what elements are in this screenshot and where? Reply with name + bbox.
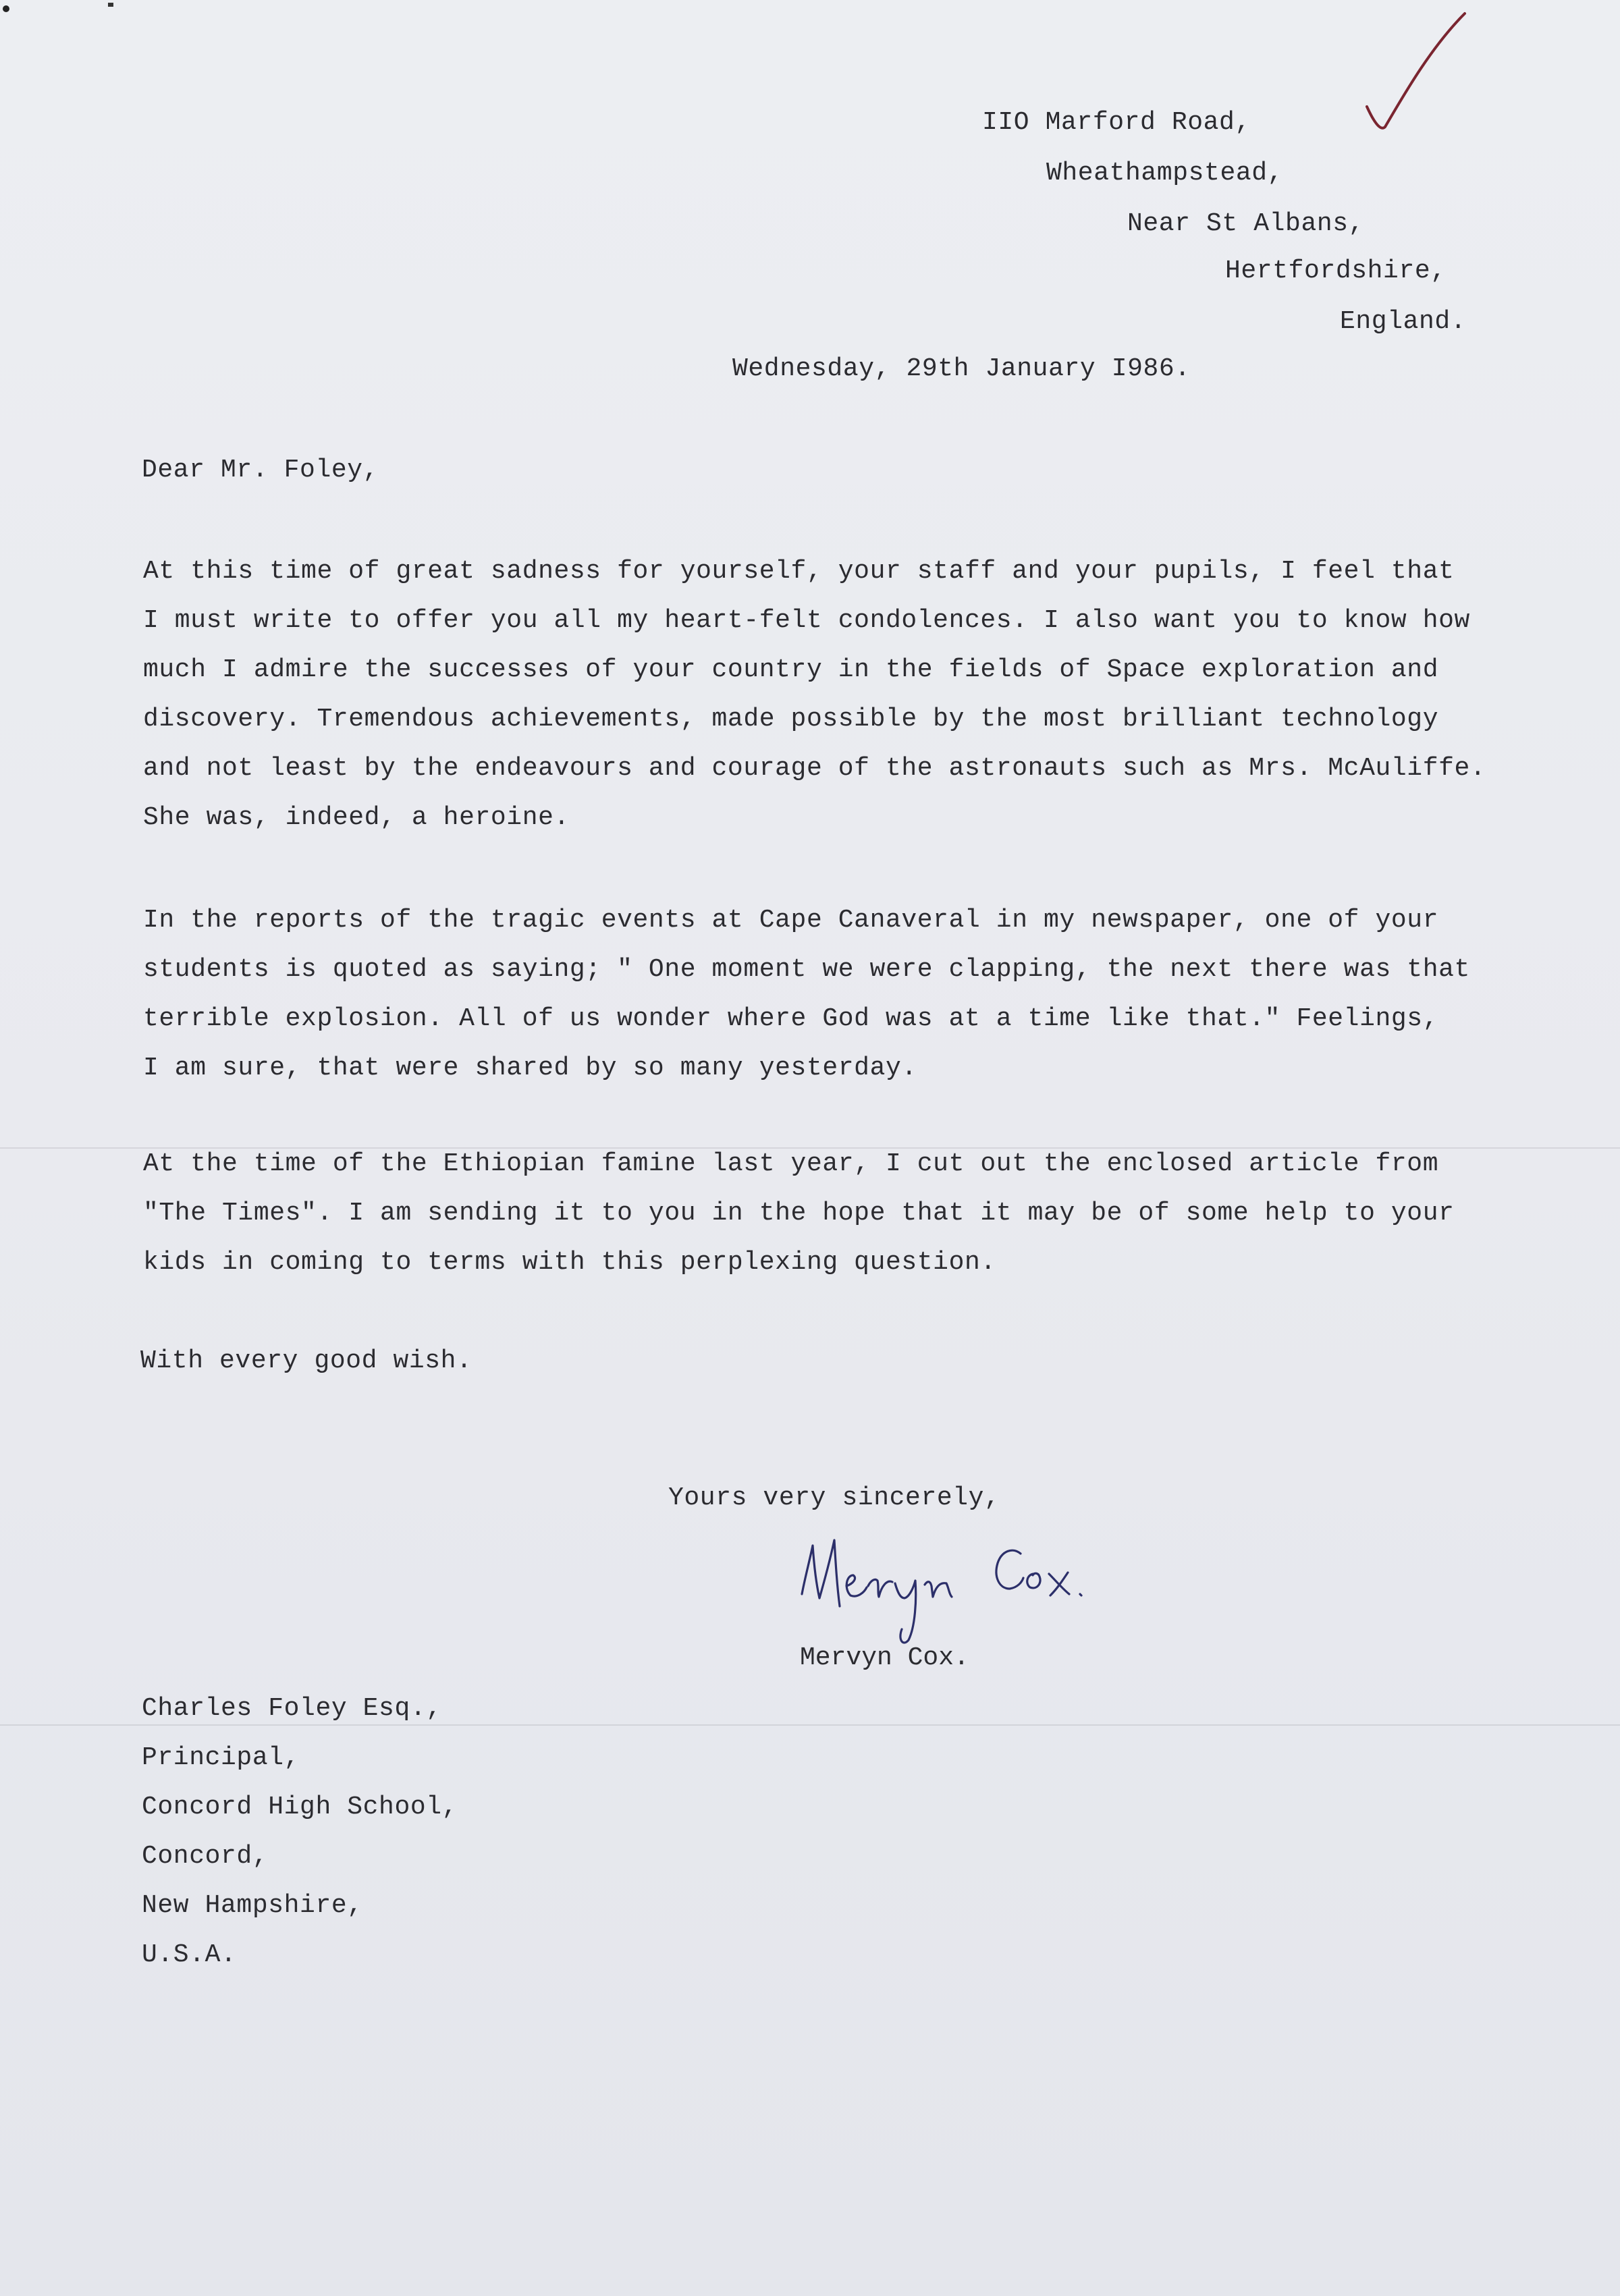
body-line: "The Times". I am sending it to you in the hope that it may be of some help to your (143, 1199, 1455, 1228)
recipient-line: Principal, (142, 1743, 300, 1772)
body-line: In the reports of the tragic events at Cape Canaveral in my newspaper, one of your (143, 906, 1439, 935)
fold-line (0, 1147, 1620, 1149)
body-line: and not least by the endeavours and courage of the astronauts such as Mrs. McAuliffe. (143, 754, 1486, 783)
body-line: I must write to offer you all my heart-felt condolences. I also want you to know how (143, 606, 1470, 635)
body-line: I am sure, that were shared by so many yesterday. (143, 1054, 917, 1083)
closing-wish: With every good wish. (140, 1346, 473, 1375)
recipient-line: Concord High School, (142, 1793, 458, 1822)
check-mark-icon (1357, 7, 1478, 142)
body-line: students is quoted as saying; " One moment we were clapping, the next there was that (143, 955, 1470, 984)
fold-line (0, 1724, 1620, 1726)
body-line: discovery. Tremendous achievements, made possible by the most brilliant technology (143, 705, 1439, 734)
address-line: Wheathampstead, (1046, 159, 1284, 188)
valediction: Yours very sincerely, (668, 1483, 1000, 1512)
body-line: much I admire the successes of your country in the fields of Space exploration and (143, 655, 1439, 684)
recipient-line: U.S.A. (142, 1940, 237, 1969)
body-line: At the time of the Ethiopian famine last year, I cut out the enclosed article from (143, 1149, 1439, 1178)
body-line: kids in coming to terms with this perplexing question. (143, 1248, 996, 1277)
body-line: She was, indeed, a heroine. (143, 803, 570, 832)
letter-date: Wednesday, 29th January I986. (732, 354, 1191, 383)
salutation: Dear Mr. Foley, (142, 456, 379, 485)
recipient-line: Concord, (142, 1842, 269, 1871)
body-line: At this time of great sadness for yourself, your staff and your pupils, I feel that (143, 557, 1455, 586)
body-line: terrible explosion. All of us wonder where God was at a time like that." Feelings, (143, 1004, 1439, 1033)
recipient-line: Charles Foley Esq., (142, 1694, 442, 1723)
signatory-name: Mervyn Cox. (800, 1643, 969, 1672)
address-line: IIO Marford Road, (982, 108, 1251, 137)
recipient-line: New Hampshire, (142, 1891, 363, 1920)
handwritten-signature (790, 1519, 1107, 1653)
address-line: England. (1340, 307, 1467, 336)
paper-mark (108, 3, 113, 7)
address-line: Hertfordshire, (1225, 256, 1447, 285)
paper-mark (3, 5, 9, 12)
address-line: Near St Albans, (1127, 209, 1365, 238)
